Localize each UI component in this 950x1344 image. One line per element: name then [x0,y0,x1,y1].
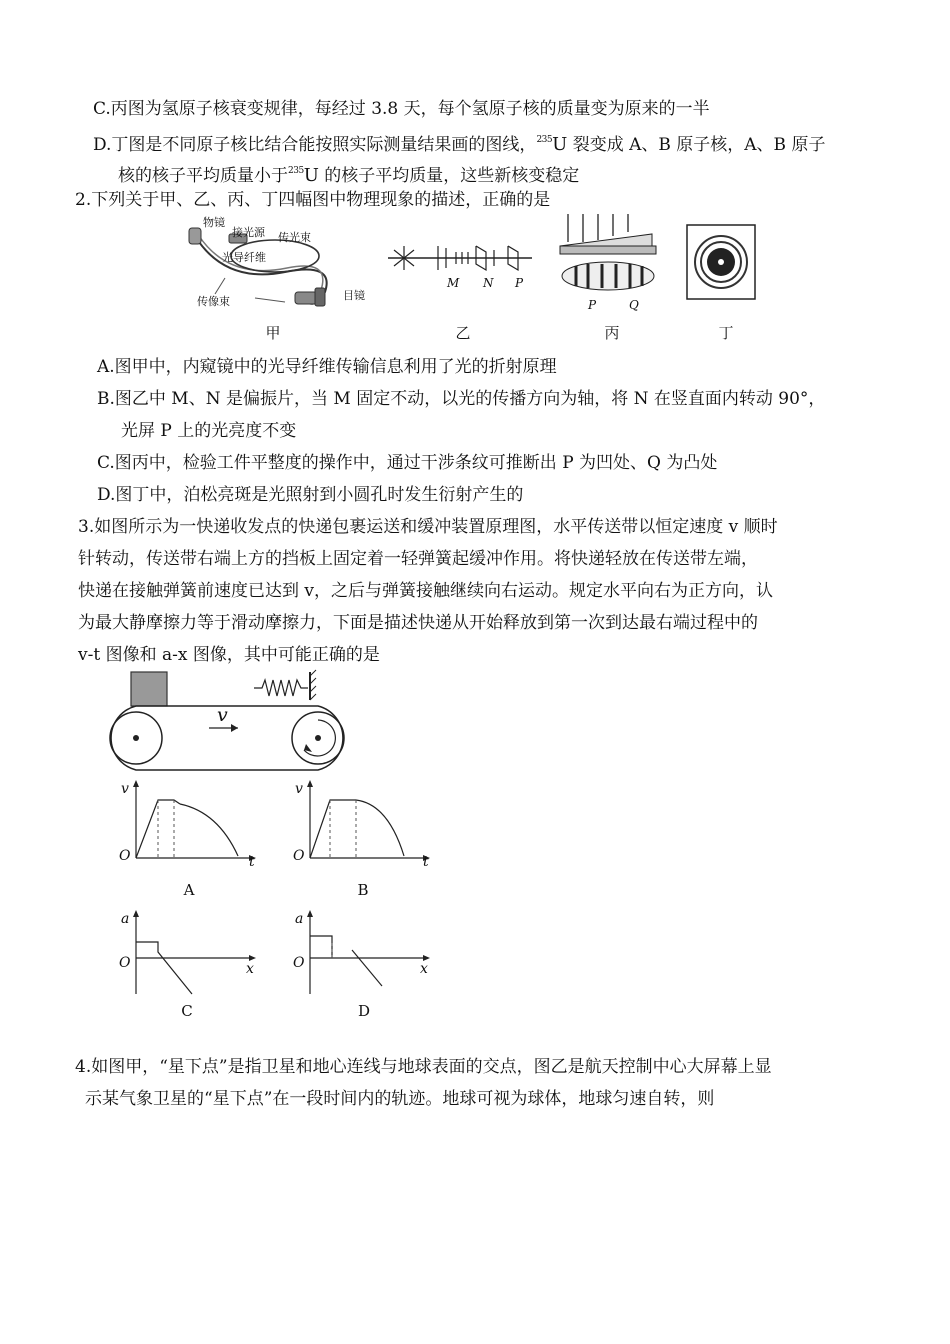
label-p: P [515,276,524,290]
q1-option-d-line2 [118,160,579,187]
q2-option-c: C.图丙中，检验工件平整度的操作中，通过干涉条纹可推断出 P 为凹处、Q 为凸处 [97,453,718,473]
figure-poisson-spot [686,224,756,300]
label-bing-p: P [588,298,597,312]
graph-b-origin: O [293,848,305,864]
graph-b [292,778,432,868]
q1-option-d-text-a: D.丁图是不同原子核比结合能按照实际测量结果画的图线， [93,135,537,155]
label-optical-fiber: 光导纤维 [222,251,266,264]
q4-line1: 4.如图甲，“星下点”是指卫星和地心连线与地球表面的交点，图乙是航天控制中心大屏幕上显 [75,1057,772,1077]
label-eyepiece: 目镜 [343,289,365,302]
q3-stem-line3: 快递在接触弹簧前速度已达到 v，之后与弹簧接触继续向右运动。规定水平向右为正方向，认 [78,581,774,601]
figure-polarizers [386,238,534,278]
caption-ding: 丁 [718,324,734,342]
graph-a-xaxis: t [249,854,255,870]
q1-option-d-line1 [93,129,825,156]
figure-interference [558,212,660,298]
graph-a-origin: O [119,848,131,864]
q2-option-b-line1: B.图乙中 M、N 是偏振片，当 M 固定不动，以光的传播方向为轴，将 N 在竖直面内转动 90°， [97,389,826,409]
q1-option-d-text-c: 核的核子平均质量小于 [118,166,288,186]
q3-stem-line1: 3.如图所示为一快递收发点的快递包裹运送和缓冲装置原理图，水平传送带以恒定速度 v 顺时 [78,517,778,537]
graph-d-yaxis: a [295,911,304,927]
graph-d-origin: O [293,955,305,971]
figure-conveyor [104,668,356,772]
q2-option-d: D.图丁中，泊松亮斑是光照射到小圆孔时发生衍射产生的 [97,485,524,505]
caption-d: D [357,1002,371,1020]
q4-line2: 示某气象卫星的“星下点”在一段时间内的轨迹。地球可视为球体，地球匀速自转，则 [85,1089,715,1109]
isotope-element-2: U [303,165,319,186]
caption-c: C [181,1002,193,1020]
graph-c-xaxis: x [246,961,254,977]
label-light-bundle: 传光束 [278,231,311,244]
graph-c [118,908,258,998]
q2-option-b-line2: 光屏 P 上的光亮度不变 [121,421,297,441]
graph-c-yaxis: a [121,911,130,927]
label-bing-q: Q [629,298,639,312]
caption-yi: 乙 [455,324,471,342]
label-objective-lens: 物镜 [203,216,225,229]
label-m: M [447,276,460,290]
q3-stem-line5: v-t 图像和 a-x 图像，其中可能正确的是 [78,645,380,665]
graph-b-xaxis: t [423,854,429,870]
caption-jia: 甲 [265,324,281,342]
graph-c-origin: O [119,955,131,971]
isotope-mass: 235 [536,135,553,145]
q2-stem: 2.下列关于甲、乙、丙、丁四幅图中物理现象的描述，正确的是 [75,190,551,210]
caption-bing: 丙 [604,324,620,342]
label-light-source: 接光源 [232,226,265,239]
q3-stem-line4: 为最大静摩擦力等于滑动摩擦力，下面是描述快递从开始释放到第一次到达最右端过程中的 [78,613,758,633]
graph-a [118,778,258,868]
graph-a-yaxis: v [121,781,129,797]
package-box [131,672,167,706]
graph-d-xaxis: x [420,961,428,977]
label-image-bundle: 传像束 [197,295,230,308]
caption-a: A [183,881,195,899]
q2-option-a: A.图甲中，内窥镜中的光导纤维传输信息利用了光的折射原理 [97,357,557,377]
caption-b: B [357,881,369,899]
q3-stem-line2: 针转动，传送带右端上方的挡板上固定着一轻弹簧起缓冲作用。将快递轻放在传送带左端， [78,549,758,569]
isotope-mass-2: 235 [288,166,304,176]
q1-option-d-text-d: 的核子平均质量，这些新核变稳定 [318,166,580,186]
graph-d [292,908,432,998]
isotope-u235 [536,135,567,155]
isotope-element: U [552,134,568,155]
graph-b-yaxis: v [295,781,303,797]
q1-option-c: C.丙图为氢原子核衰变规律，每经过 3.8 天，每个氢原子核的质量变为原来的一半 [93,99,710,119]
belt-velocity-label: v [217,704,228,726]
q1-option-d-text-b: 裂变成 A、B 原子核，A、B 原子 [567,135,826,155]
label-n: N [483,276,494,290]
